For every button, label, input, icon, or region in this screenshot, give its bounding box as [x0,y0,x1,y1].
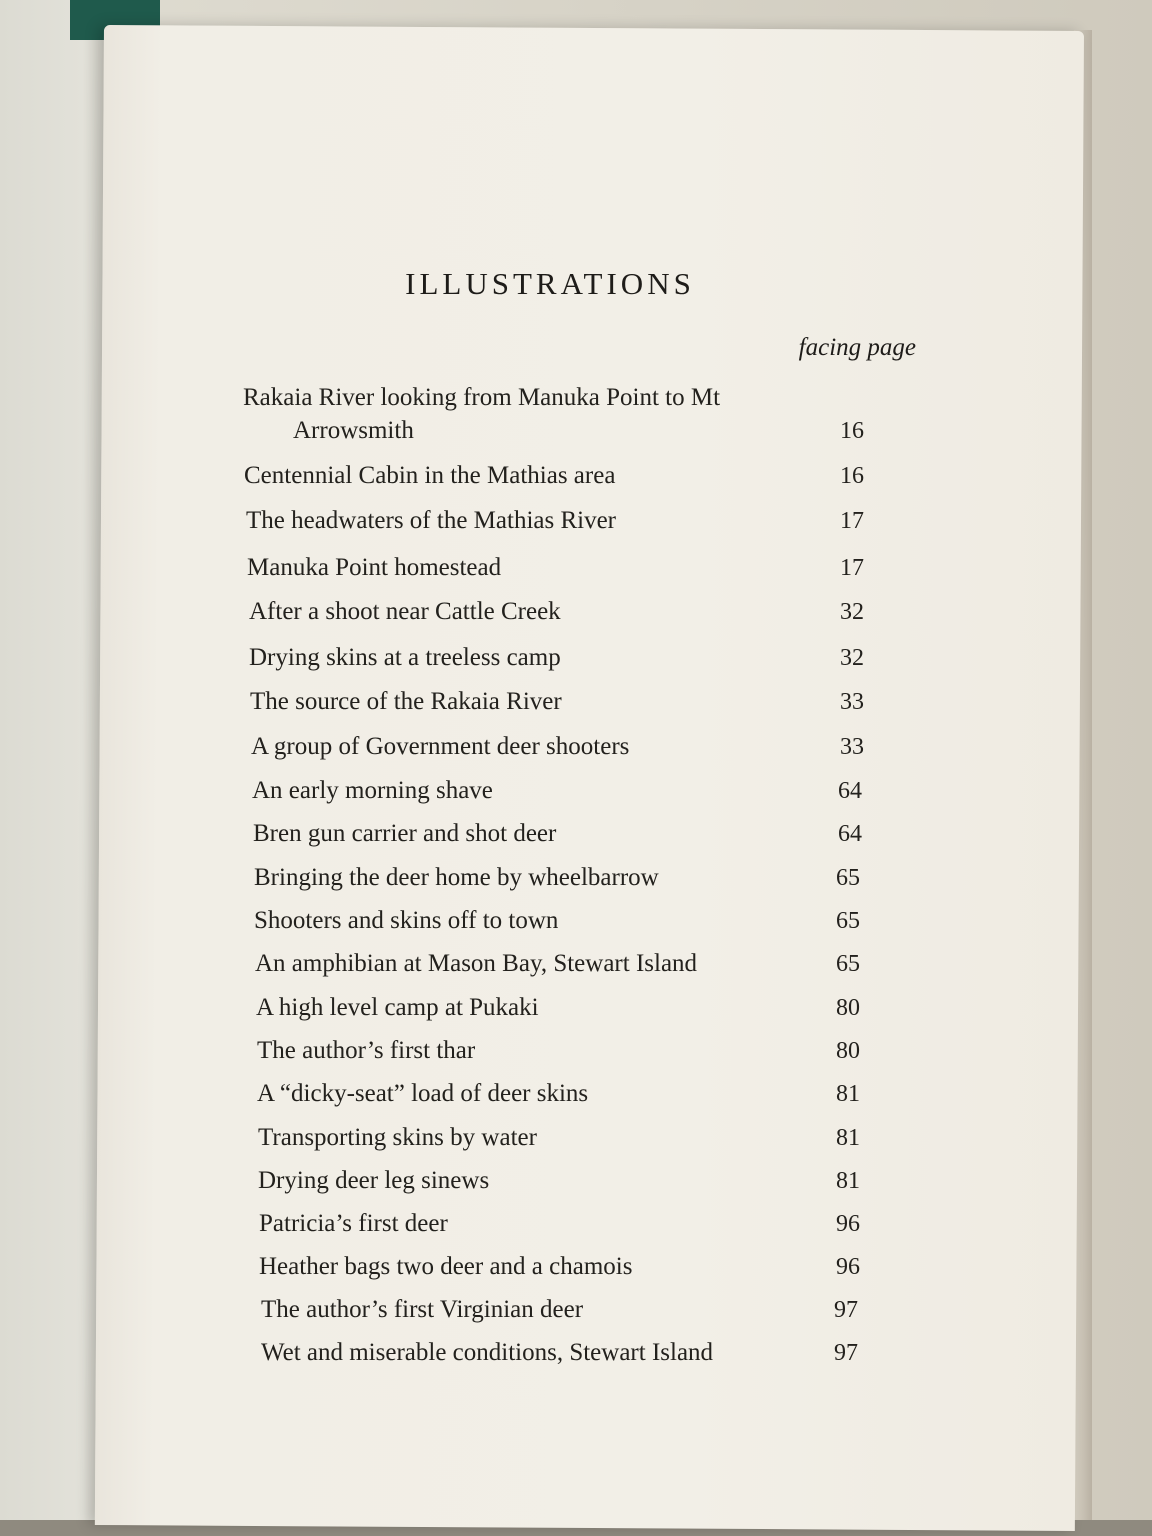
entry-title: The author’s first Virginian deer [261,1296,584,1323]
entry-title: A group of Government deer shooters [251,733,630,760]
entry-title: Shooters and skins off to town [254,907,559,934]
entry-page: 81 [836,1081,860,1107]
entry-page: 97 [834,1340,858,1366]
entry-page: 96 [836,1211,860,1237]
entry-page: 33 [840,734,864,760]
entry-title: Drying deer leg sinews [258,1167,490,1194]
entry-title: A high level camp at Pukaki [256,994,539,1021]
entry-title: An early morning shave [252,777,493,804]
entry-title: Centennial Cabin in the Mathias area [244,462,616,489]
entry-page: 65 [836,951,860,977]
facing-page-header: facing page [798,334,916,361]
entry-title: After a shoot near Cattle Creek [249,598,561,625]
entry-page: 64 [838,821,862,847]
entry-page: 65 [836,865,860,891]
entry-page: 32 [840,645,864,671]
entry-title: Drying skins at a treeless camp [249,644,561,671]
entry-title: Wet and miserable conditions, Stewart Island [261,1339,714,1366]
entry-title: Rakaia River looking from Manuka Point to Mt [243,384,721,411]
entry-page: 16 [840,463,864,489]
book-page [95,25,1084,1531]
entry-title: A “dicky-seat” load of deer skins [257,1080,589,1107]
entry-page: 17 [840,508,864,534]
entry-page: 65 [836,908,860,934]
entry-page: 81 [836,1168,860,1194]
entry-page: 80 [836,1038,860,1064]
entry-title: Transporting skins by water [258,1124,537,1151]
entry-title: The headwaters of the Mathias River [246,507,617,534]
page-title: ILLUSTRATIONS [405,266,695,301]
entry-page: 64 [838,778,862,804]
entry-page: 81 [836,1125,860,1151]
entry-title: Patricia’s first deer [259,1210,448,1237]
entry-title-continued: Arrowsmith [293,417,414,444]
entry-page: 32 [840,599,864,625]
entry-page: 97 [834,1297,858,1323]
entry-title: An amphibian at Mason Bay, Stewart Island [255,950,698,977]
entry-page: 16 [840,418,864,444]
entry-title: Bren gun carrier and shot deer [253,820,557,847]
entry-title: The source of the Rakaia River [250,688,562,715]
entry-page: 80 [836,995,860,1021]
entry-page: 96 [836,1254,860,1280]
entry-title: Manuka Point homestead [247,554,502,581]
entry-page: 17 [840,555,864,581]
entry-title: Bringing the deer home by wheelbarrow [254,864,659,891]
entry-title: Heather bags two deer and a chamois [259,1253,633,1280]
entry-title: The author’s first thar [257,1037,476,1064]
entry-page: 33 [840,689,864,715]
